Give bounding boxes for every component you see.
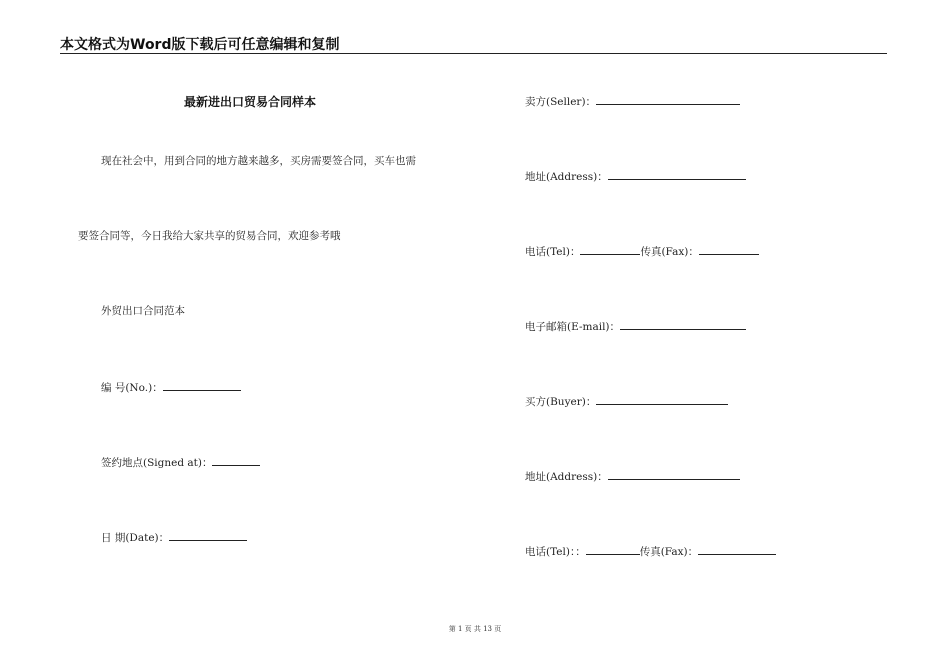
seller-email-blank	[620, 318, 746, 330]
contract-number-blank	[163, 379, 241, 391]
seller-address-blank	[608, 168, 746, 180]
contract-sample-title: 外贸出口合同范本	[101, 305, 185, 317]
contract-number-label: 编 号(No.)：	[101, 382, 163, 394]
buyer-address-label: 地址(Address)：	[525, 471, 608, 483]
intro-paragraph-line-1: 现在社会中，用到合同的地方越来越多，买房需要签合同，买车也需	[101, 155, 416, 167]
header-divider	[60, 53, 887, 54]
seller-blank	[596, 93, 740, 105]
page-header-banner: 本文格式为Word版下载后可任意编辑和复制	[60, 37, 340, 53]
seller-tel-blank	[580, 243, 640, 255]
seller-tel-fax-row	[525, 243, 759, 259]
buyer-tel-blank	[586, 543, 640, 555]
seller-email-row	[525, 318, 746, 334]
signed-at-row	[101, 454, 260, 470]
date-label: 日 期(Date)：	[101, 532, 170, 544]
seller-address-label: 地址(Address)：	[525, 171, 608, 183]
buyer-tel-label: 电话(Tel)：：	[525, 546, 586, 558]
seller-label: 卖方(Seller)：	[525, 96, 597, 108]
document-title: 最新进出口贸易合同样本	[184, 95, 317, 109]
contract-number-row	[101, 379, 241, 395]
buyer-fax-blank	[698, 543, 776, 555]
seller-fax-blank	[699, 243, 759, 255]
seller-email-label: 电子邮箱(E-mail)：	[525, 321, 621, 333]
buyer-fax-label: 传真(Fax)：	[639, 546, 699, 558]
date-blank	[169, 529, 247, 541]
signed-at-label: 签约地点(Signed at)：	[101, 457, 213, 469]
date-row	[101, 529, 247, 545]
intro-paragraph-line-2: 要签合同等，今日我给大家共享的贸易合同，欢迎参考哦	[78, 230, 341, 242]
buyer-address-row	[525, 468, 740, 484]
seller-tel-label: 电话(Tel)：	[525, 246, 581, 258]
buyer-row	[525, 393, 728, 409]
seller-fax-label: 传真(Fax)：	[640, 246, 699, 258]
buyer-address-blank	[608, 468, 740, 480]
buyer-tel-fax-row	[525, 543, 776, 559]
buyer-blank	[596, 393, 728, 405]
signed-at-blank	[212, 454, 260, 466]
seller-address-row	[525, 168, 746, 184]
seller-row	[525, 93, 740, 109]
page-footer-number: 第 1 页 共 13 页	[448, 625, 502, 633]
buyer-label: 买方(Buyer)：	[525, 396, 597, 408]
